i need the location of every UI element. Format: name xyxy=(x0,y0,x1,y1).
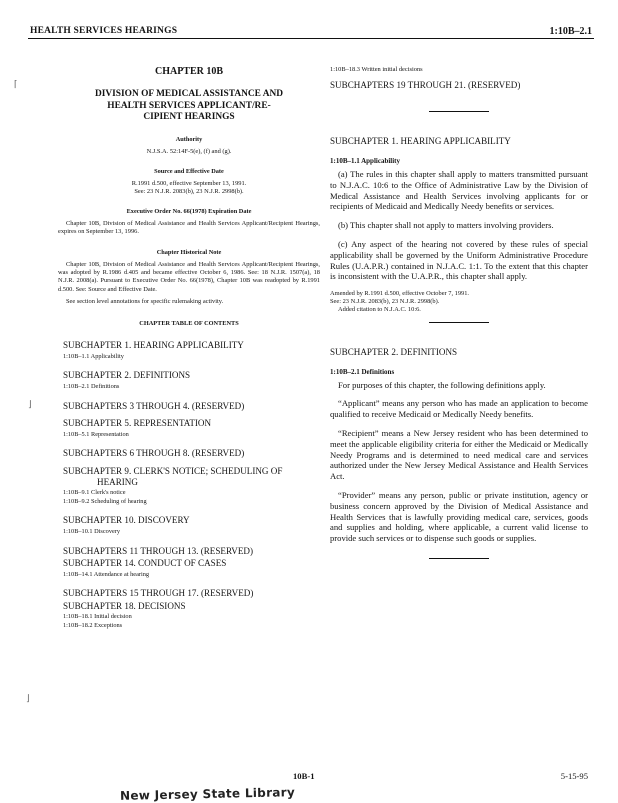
subchapter-2-title: SUBCHAPTER 2. DEFINITIONS xyxy=(330,346,458,357)
definitions-intro: For purposes of this chapter, the following definitions apply. xyxy=(338,379,546,390)
toc-subchapter: SUBCHAPTERS 3 THROUGH 4. (RESERVED) xyxy=(63,400,245,411)
source-line: See: 23 N.J.R. 2083(b), 23 N.J.R. 2998(b). xyxy=(134,187,244,195)
toc-subchapter: SUBCHAPTERS 11 THROUGH 13. (RESERVED) xyxy=(63,545,254,556)
section-heading: 1:10B–1.1 Applicability xyxy=(330,157,401,165)
definition-recipient: “Recipient” means a New Jersey resident who has been determined to meet the applicable eligibility criteria for either the Medicaid or Medically Needy Programs and is determined to need medical care and services authorized under the New Jersey Medical Assistance and Health Services Act. xyxy=(330,427,588,482)
toc-section: 1:10B–2.1 Definitions xyxy=(63,382,120,390)
page-number: 10B-1 xyxy=(293,771,315,781)
toc-section: 1:10B–9.1 Clerk's notice xyxy=(63,489,126,497)
toc-title: CHAPTER TABLE OF CONTENTS xyxy=(139,320,239,328)
executive-order-block xyxy=(58,208,320,237)
page-date: 5-15-95 xyxy=(560,771,588,781)
library-stamp: New Jersey State Library xyxy=(119,785,296,803)
section-divider xyxy=(429,322,489,323)
authority-block xyxy=(58,136,320,156)
paragraph-a: (a) The rules in this chapter shall apply to matters transmitted pursuant to N.J.A.C. 10:6 to the Office of Administrative Law by the Division of Medical Assistance and Health Services involving applicants for or recipients of Medicaid and Medically Needy benefits or services. xyxy=(330,169,588,212)
toc-section: 1:10B–18.2 Exceptions xyxy=(63,622,123,630)
margin-pencil-mark: ⌋ xyxy=(28,400,32,410)
toc-section: 1:10B–10.1 Discovery xyxy=(63,527,121,535)
toc-subchapter: SUBCHAPTER 1. HEARING APPLICABILITY xyxy=(63,340,244,351)
toc-section: 1:10B–5.1 Representation xyxy=(63,430,129,438)
toc-subchapter: SUBCHAPTERS 6 THROUGH 8. (RESERVED) xyxy=(63,448,245,459)
toc-section: 1:10B–18.3 Written initial decisions xyxy=(330,66,423,73)
section-heading: 1:10B–2.1 Definitions xyxy=(330,367,395,376)
executive-order-heading: Executive Order No. 66(1978) Expiration Date xyxy=(126,208,252,216)
historical-note-see-also: See section level annotations for specific rulemaking activity. xyxy=(66,297,224,305)
header-section-number: 1:10B–2.1 xyxy=(549,26,592,37)
chapter-number: CHAPTER 10B xyxy=(154,66,224,77)
paragraph-c: (c) Any aspect of the hearing not covered by these rules of special applicability shall be governed by the Uniform Administrative Procedure Rules (U.A.P.R.) contained in N.J.A.C. 1:1. To the extent that this chapter is inconsistent with the U.A.P.R., this chapter shall apply. xyxy=(330,238,588,282)
left-column xyxy=(58,66,320,631)
toc-subchapter: SUBCHAPTER 5. REPRESENTATION xyxy=(63,418,212,429)
toc-subchapter: SUBCHAPTER 14. CONDUCT OF CASES xyxy=(63,558,227,569)
running-header xyxy=(28,10,594,39)
toc-subchapter: SUBCHAPTERS 19 THROUGH 21. (RESERVED) xyxy=(330,80,521,90)
table-of-contents xyxy=(58,320,320,630)
source-block xyxy=(58,168,320,196)
definition-applicant: “Applicant” means any person who has made an application to become qualified to receive Medicaid or Medically Needy benefits. xyxy=(330,398,588,420)
toc-section: 1:10B–1.1 Applicability xyxy=(63,352,124,360)
subchapter-1-title: SUBCHAPTER 1. HEARING APPLICABILITY xyxy=(330,136,511,146)
source-line: R.1991 d.500, effective September 13, 1991. xyxy=(131,179,247,187)
definition-provider: “Provider” means any person, public or private institution, agency or business concern approved by the Division of Medical Assistance and Health Services that is lawfully providing medical care, services, goods and supplies and holding, where applicable, a current valid license to provide such services or to dispense such goods or supplies. xyxy=(330,489,588,544)
historical-note-block xyxy=(58,249,320,306)
executive-order-text: Chapter 10B, Division of Medical Assistance and Health Services Applicant/Recipient Hearings, expires on September 13, 1996. xyxy=(58,220,320,236)
amendment-note: Amended by R.1991 d.500, effective October 7, 1991. See: 23 N.J.R. 2083(b), 23 N.J.R. 2998(b). Added citation to N.J.A.C. 10:6. xyxy=(330,290,470,313)
toc-subchapter: SUBCHAPTERS 15 THROUGH 17. (RESERVED) xyxy=(63,588,254,599)
authority-text: N.J.S.A. 52:14F-5(e), (f) and (g). xyxy=(146,147,232,155)
toc-subchapter: SUBCHAPTER 10. DISCOVERY xyxy=(63,515,190,526)
margin-pencil-mark: ⌋ xyxy=(26,694,30,704)
historical-note-heading: Chapter Historical Note xyxy=(156,248,222,256)
toc-section: 1:10B–14.1 Attendance at hearing xyxy=(63,570,150,578)
margin-pencil-mark: ⌈ xyxy=(14,80,18,90)
toc-subchapter: SUBCHAPTER 18. DECISIONS xyxy=(63,600,186,611)
section-divider xyxy=(429,558,489,559)
source-heading: Source and Effective Date xyxy=(154,167,224,175)
toc-section: 1:10B–9.2 Scheduling of hearing xyxy=(63,497,147,505)
toc-subchapter: SUBCHAPTER 9. CLERK'S NOTICE; SCHEDULING OF HEARING xyxy=(63,465,283,487)
paragraph-b: (b) This chapter shall not apply to matters involving providers. xyxy=(338,220,554,231)
section-divider xyxy=(429,111,489,112)
chapter-title: DIVISION OF MEDICAL ASSISTANCE AND HEALTH SERVICES APPLICANT/RE- CIPIENT HEARINGS xyxy=(94,89,284,122)
toc-subchapter: SUBCHAPTER 2. DEFINITIONS xyxy=(63,370,191,381)
right-column xyxy=(330,66,588,559)
toc-section: 1:10B–18.1 Initial decision xyxy=(63,613,132,621)
historical-note-text: Chapter 10B, Division of Medical Assistance and Health Services Applicant/Recipient Hearings, was adopted by R.1986 d.405 and became effective October 6, 1986. See: 18 N.J.R. 1507(a), 18 N.J.R. 2008(a). Pursuant to Executive Order No. 66(1978), Chapter 10B was readopted by R.1991 d.500. See: Source and Effective Date. xyxy=(58,260,320,293)
header-title: HEALTH SERVICES HEARINGS xyxy=(30,26,178,36)
authority-heading: Authority xyxy=(175,135,203,143)
